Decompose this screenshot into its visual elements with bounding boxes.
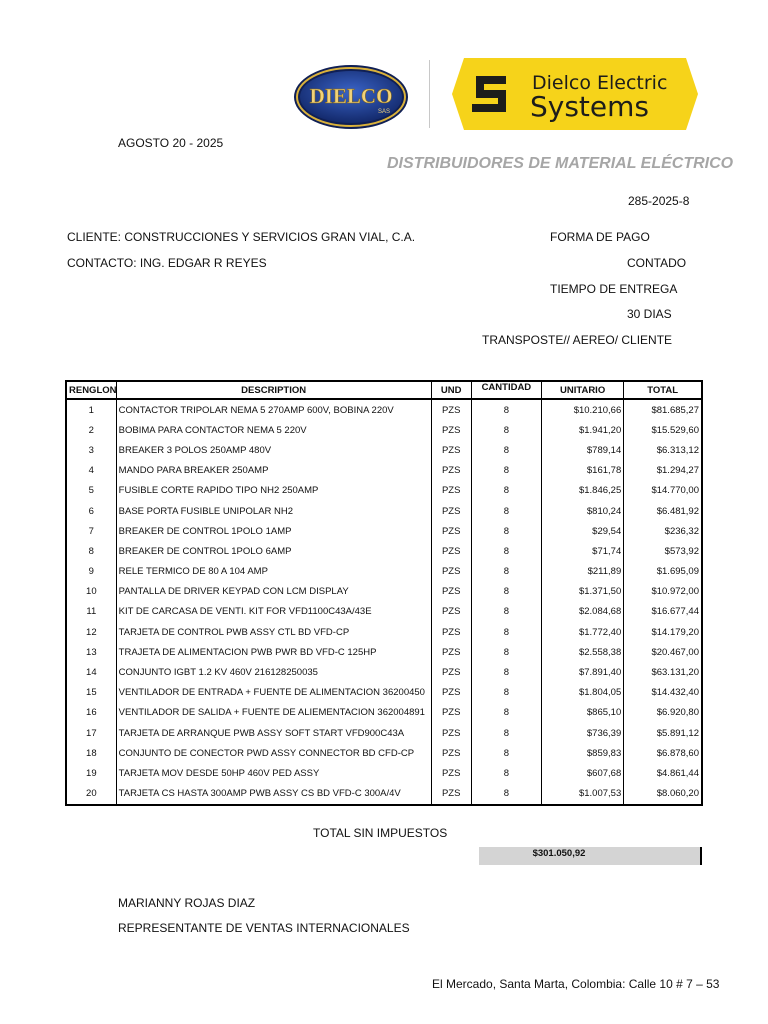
cell-cantidad: 8 (471, 622, 541, 642)
cell-description: BREAKER DE CONTROL 1POLO 6AMP (116, 541, 431, 561)
cell-unitario: $10.210,66 (541, 399, 623, 420)
logo-divider (429, 60, 430, 128)
cell-total: $6.878,60 (624, 743, 702, 763)
delivery-value: 30 DIAS (627, 307, 672, 321)
cell-description: TARJETA DE CONTROL PWB ASSY CTL BD VFD-CP (116, 622, 431, 642)
cell-total: $573,92 (624, 541, 702, 561)
cell-cantidad: 8 (471, 743, 541, 763)
cell-unitario: $1.371,50 (541, 582, 623, 602)
cell-description: CONTACTOR TRIPOLAR NEMA 5 270AMP 600V, BOBINA 220V (116, 399, 431, 420)
table-header-row (66, 381, 702, 399)
cell-total: $8.060,20 (624, 784, 702, 805)
col-header-cantidad: CANTIDAD (471, 381, 541, 399)
cell-und: PZS (431, 562, 471, 582)
cell-renglon: 17 (66, 723, 116, 743)
quote-date: AGOSTO 20 - 2025 (118, 136, 224, 150)
cell-renglon: 11 (66, 602, 116, 622)
cell-und: PZS (431, 683, 471, 703)
systems-logo-line2: Systems (530, 90, 649, 123)
cell-description: CONJUNTO IGBT 1.2 KV 460V 216128250035 (116, 662, 431, 682)
cell-unitario: $29,54 (541, 521, 623, 541)
dielco-logo-sub: SAS (377, 109, 391, 115)
cell-unitario: $1.804,05 (541, 683, 623, 703)
cell-total: $6.920,80 (624, 703, 702, 723)
table-row (66, 481, 702, 501)
cell-renglon: 1 (66, 399, 116, 420)
cell-und: PZS (431, 602, 471, 622)
table-row (66, 501, 702, 521)
cell-renglon: 20 (66, 784, 116, 805)
total-value: $301.050,92 (532, 848, 586, 859)
cell-unitario: $736,39 (541, 723, 623, 743)
table-row (66, 562, 702, 582)
cell-cantidad: 8 (471, 461, 541, 481)
cell-description: TARJETA DE ARRANQUE PWB ASSY SOFT START VFD900C43A (116, 723, 431, 743)
cell-description: FUSIBLE CORTE RAPIDO TIPO NH2 250AMP (116, 481, 431, 501)
col-header-description: DESCRIPTION (116, 381, 431, 399)
cell-total: $236,32 (624, 521, 702, 541)
cell-und: PZS (431, 501, 471, 521)
cell-cantidad: 8 (471, 763, 541, 783)
cell-total: $81.685,27 (624, 399, 702, 420)
cell-und: PZS (431, 662, 471, 682)
cell-total: $1.294,27 (624, 461, 702, 481)
items-table (65, 380, 703, 806)
cell-renglon: 16 (66, 703, 116, 723)
footer-address: El Mercado, Santa Marta, Colombia: Calle 10 # 7 – 53 (432, 977, 720, 991)
cell-description: VENTILADOR DE SALIDA + FUENTE DE ALIEMENTACION 362004891 (116, 703, 431, 723)
client-name: CLIENTE: CONSTRUCCIONES Y SERVICIOS GRAN VIAL, C.A. (67, 230, 416, 244)
cell-cantidad: 8 (471, 703, 541, 723)
cell-und: PZS (431, 784, 471, 805)
dielco-logo (292, 63, 410, 131)
table-row (66, 683, 702, 703)
cell-total: $14.770,00 (624, 481, 702, 501)
cell-description: TARJETA CS HASTA 300AMP PWB ASSY CS BD VFD-C 300A/4V (116, 784, 431, 805)
cell-cantidad: 8 (471, 662, 541, 682)
cell-description: CONJUNTO DE CONECTOR PWD ASSY CONNECTOR BD CFD-CP (116, 743, 431, 763)
cell-renglon: 4 (66, 461, 116, 481)
cell-total: $63.131,20 (624, 662, 702, 682)
cell-description: KIT DE CARCASA DE VENTI. KIT FOR VFD1100C43A/43E (116, 602, 431, 622)
cell-total: $5.891,12 (624, 723, 702, 743)
cell-description: BREAKER DE CONTROL 1POLO 1AMP (116, 521, 431, 541)
table-row (66, 662, 702, 682)
cell-renglon: 9 (66, 562, 116, 582)
cell-unitario: $1.772,40 (541, 622, 623, 642)
company-subtitle: DISTRIBUIDORES DE MATERIAL ELÉCTRICO (387, 155, 734, 172)
table-row (66, 642, 702, 662)
col-header-total: TOTAL (624, 381, 702, 399)
transport-terms: TRANSPOSTE// AEREO/ CLIENTE (482, 333, 673, 347)
cell-description: PANTALLA DE DRIVER KEYPAD CON LCM DISPLAY (116, 582, 431, 602)
cell-description: BASE PORTA FUSIBLE UNIPOLAR NH2 (116, 501, 431, 521)
cell-und: PZS (431, 420, 471, 440)
table-row (66, 622, 702, 642)
cell-und: PZS (431, 440, 471, 460)
cell-description: BOBIMA PARA CONTACTOR NEMA 5 220V (116, 420, 431, 440)
cell-total: $14.432,40 (624, 683, 702, 703)
cell-und: PZS (431, 703, 471, 723)
cell-und: PZS (431, 481, 471, 501)
signer-title: REPRESENTANTE DE VENTAS INTERNACIONALES (118, 921, 410, 935)
payment-label: FORMA DE PAGO (550, 230, 650, 244)
table-row (66, 743, 702, 763)
cell-cantidad: 8 (471, 784, 541, 805)
col-header-renglon: RENGLON (66, 381, 116, 399)
cell-renglon: 7 (66, 521, 116, 541)
cell-renglon: 18 (66, 743, 116, 763)
cell-cantidad: 8 (471, 440, 541, 460)
cell-total: $10.972,00 (624, 582, 702, 602)
cell-cantidad: 8 (471, 399, 541, 420)
cell-cantidad: 8 (471, 723, 541, 743)
cell-unitario: $789,14 (541, 440, 623, 460)
cell-description: VENTILADOR DE ENTRADA + FUENTE DE ALIMENTACION 36200450 (116, 683, 431, 703)
table-row (66, 440, 702, 460)
cell-total: $4.861,44 (624, 763, 702, 783)
cell-und: PZS (431, 399, 471, 420)
systems-logo-line1: Dielco Electric (532, 72, 668, 94)
cell-unitario: $865,10 (541, 703, 623, 723)
col-header-unitario: UNITARIO (541, 381, 623, 399)
table-row (66, 602, 702, 622)
table-row (66, 521, 702, 541)
cell-description: MANDO PARA BREAKER 250AMP (116, 461, 431, 481)
cell-cantidad: 8 (471, 642, 541, 662)
cell-renglon: 3 (66, 440, 116, 460)
cell-total: $6.313,12 (624, 440, 702, 460)
table-row (66, 582, 702, 602)
cell-cantidad: 8 (471, 602, 541, 622)
cell-total: $15.529,60 (624, 420, 702, 440)
cell-renglon: 15 (66, 683, 116, 703)
signer-name: MARIANNY ROJAS DIAZ (118, 896, 256, 910)
cell-cantidad: 8 (471, 541, 541, 561)
cell-cantidad: 8 (471, 481, 541, 501)
cell-renglon: 8 (66, 541, 116, 561)
client-contact: CONTACTO: ING. EDGAR R REYES (67, 256, 267, 270)
cell-cantidad: 8 (471, 562, 541, 582)
cell-unitario: $211,89 (541, 562, 623, 582)
cell-und: PZS (431, 763, 471, 783)
total-box-edge (700, 847, 702, 865)
cell-description: TRAJETA DE ALIMENTACION PWB PWR BD VFD-C 125HP (116, 642, 431, 662)
quote-number: 285-2025-8 (628, 194, 690, 208)
cell-unitario: $71,74 (541, 541, 623, 561)
cell-und: PZS (431, 521, 471, 541)
cell-cantidad: 8 (471, 501, 541, 521)
delivery-label: TIEMPO DE ENTREGA (550, 282, 678, 296)
cell-unitario: $607,68 (541, 763, 623, 783)
cell-renglon: 10 (66, 582, 116, 602)
cell-renglon: 13 (66, 642, 116, 662)
cell-unitario: $810,24 (541, 501, 623, 521)
cell-description: RELE TERMICO DE 80 A 104 AMP (116, 562, 431, 582)
table-row (66, 763, 702, 783)
table-row (66, 703, 702, 723)
payment-value: CONTADO (627, 256, 687, 270)
cell-renglon: 5 (66, 481, 116, 501)
cell-total: $20.467,00 (624, 642, 702, 662)
cell-renglon: 19 (66, 763, 116, 783)
cell-total: $1.695,09 (624, 562, 702, 582)
dielco-systems-logo (452, 58, 698, 130)
table-row (66, 399, 702, 420)
cell-unitario: $1.941,20 (541, 420, 623, 440)
cell-total: $6.481,92 (624, 501, 702, 521)
cell-total: $16.677,44 (624, 602, 702, 622)
cell-total: $14.179,20 (624, 622, 702, 642)
cell-und: PZS (431, 541, 471, 561)
table-row (66, 541, 702, 561)
cell-unitario: $1.007,53 (541, 784, 623, 805)
cell-und: PZS (431, 723, 471, 743)
systems-s-icon (472, 76, 506, 112)
cell-cantidad: 8 (471, 683, 541, 703)
cell-unitario: $1.846,25 (541, 481, 623, 501)
cell-renglon: 2 (66, 420, 116, 440)
cell-renglon: 12 (66, 622, 116, 642)
cell-description: TARJETA MOV DESDE 50HP 460V PED ASSY (116, 763, 431, 783)
col-header-und: UND (431, 381, 471, 399)
table-row (66, 784, 702, 805)
cell-unitario: $7.891,40 (541, 662, 623, 682)
cell-unitario: $859,83 (541, 743, 623, 763)
cell-cantidad: 8 (471, 420, 541, 440)
cell-renglon: 6 (66, 501, 116, 521)
table-row (66, 420, 702, 440)
cell-und: PZS (431, 622, 471, 642)
cell-und: PZS (431, 743, 471, 763)
cell-und: PZS (431, 642, 471, 662)
cell-unitario: $2.558,38 (541, 642, 623, 662)
cell-description: BREAKER 3 POLOS 250AMP 480V (116, 440, 431, 460)
total-label: TOTAL SIN IMPUESTOS (313, 826, 448, 840)
cell-renglon: 14 (66, 662, 116, 682)
cell-cantidad: 8 (471, 521, 541, 541)
cell-unitario: $2.084,68 (541, 602, 623, 622)
table-row (66, 723, 702, 743)
table-row (66, 461, 702, 481)
dielco-logo-text: DIELCO (309, 84, 393, 108)
cell-und: PZS (431, 582, 471, 602)
cell-cantidad: 8 (471, 582, 541, 602)
cell-und: PZS (431, 461, 471, 481)
cell-unitario: $161,78 (541, 461, 623, 481)
